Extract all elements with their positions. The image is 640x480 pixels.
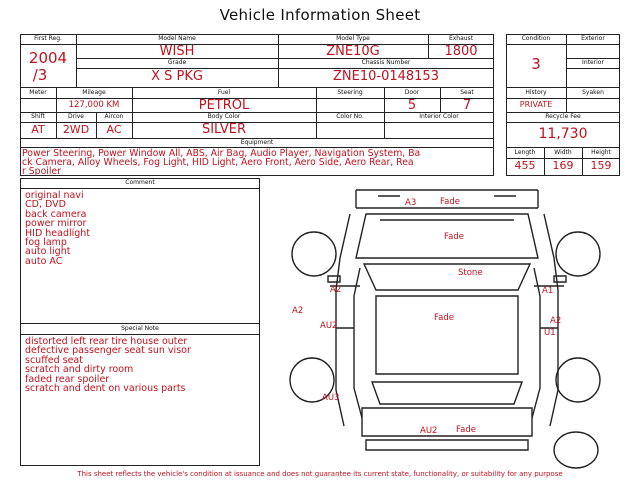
shift-label: Shift xyxy=(31,113,45,120)
interior-label: Interior xyxy=(582,59,604,66)
comment-line: original navi xyxy=(25,190,84,201)
recycle-fee: 11,730 xyxy=(538,126,588,142)
width-label: Width xyxy=(554,149,572,156)
equipment-label: Equipment xyxy=(240,139,274,146)
chassis-label: Chassis Number xyxy=(361,59,411,66)
special-note-line: defective passenger seat sun visor xyxy=(25,345,191,357)
length: 455 xyxy=(514,159,536,172)
grade: X S PKG xyxy=(151,69,203,84)
aircon-label: Aircon xyxy=(104,113,124,120)
drive-label: Drive xyxy=(68,113,84,120)
fuel-label: Fuel xyxy=(217,89,231,96)
width: 169 xyxy=(552,159,574,172)
special-note-line: scratch and dent on various parts xyxy=(25,383,186,395)
damage-label-a2-right: A2 xyxy=(550,316,562,326)
meter-label: Meter xyxy=(29,89,47,96)
equipment-line: Power Steering, Power Window All, ABS, Air Bag, Audio Player, Navigation System, Ba xyxy=(22,148,421,159)
door: 5 xyxy=(407,98,417,113)
body-color-label: Body Color xyxy=(207,113,241,120)
first-reg-month: /3 xyxy=(32,66,48,84)
color-no-label: Color No. xyxy=(336,113,364,120)
equipment-line: ck Camera, Alloy Wheels, Fog Light, HID Light, Aero Front, Aero Side, Aero Rear, Rea xyxy=(22,157,414,169)
fuel: PETROL xyxy=(198,98,250,113)
model-type-label: Model Type xyxy=(336,35,370,42)
aircon: AC xyxy=(106,123,122,136)
seat: 7 xyxy=(462,98,472,113)
spare-wheel-icon xyxy=(554,432,598,468)
seat-label: Seat xyxy=(460,89,474,96)
drive: 2WD xyxy=(62,123,90,136)
damage-label-a3: A3 xyxy=(405,198,417,208)
chassis-number: ZNE10-0148153 xyxy=(333,69,439,84)
damage-label-au2-left: AU2 xyxy=(320,321,338,331)
mileage-label: Mileage xyxy=(82,89,106,96)
exhaust: 1800 xyxy=(444,44,478,59)
grade-label: Grade xyxy=(167,59,187,66)
door-label: Door xyxy=(404,89,420,96)
comment-list xyxy=(25,191,90,266)
comment-line: HID headlight xyxy=(25,227,91,239)
condition-grade: 3 xyxy=(531,55,541,73)
height: 159 xyxy=(590,159,612,172)
model-type: ZNE10G xyxy=(326,44,380,59)
damage-label-au2-rear: AU2 xyxy=(420,426,438,436)
length-label: Length xyxy=(514,149,536,156)
shift: AT xyxy=(31,123,45,136)
damage-label-a2-left-side: A2 xyxy=(292,306,304,316)
equipment-text xyxy=(22,149,494,177)
wheel-front-right-icon xyxy=(556,232,600,276)
first-reg-label: First Reg. xyxy=(34,35,62,42)
model-name-label: Model Name xyxy=(158,35,196,42)
special-note-label: Special Note xyxy=(121,325,159,332)
comment-line: fog lamp xyxy=(25,237,67,249)
damage-label-u1: U1 xyxy=(544,328,556,338)
disclaimer-footer: This sheet reflects the vehicle's condition at issuance and does not guarantee its current state, functionality, or suitability for any purpose xyxy=(77,470,563,478)
condition-label: Condition xyxy=(521,35,551,42)
damage-label-fade-front: Fade xyxy=(440,197,460,207)
special-note-line: faded rear spoiler xyxy=(25,373,110,385)
history: PRIVATE xyxy=(519,100,553,109)
page-title: Vehicle Information Sheet xyxy=(219,6,421,24)
exterior-label: Exterior xyxy=(581,35,605,42)
history-label: History xyxy=(525,89,547,96)
body-color: SILVER xyxy=(201,122,247,137)
interior-color-label: Interior Color xyxy=(419,113,459,120)
damage-label-fade-hood: Fade xyxy=(444,232,464,242)
comment-line: power mirror xyxy=(25,218,87,230)
special-note-list xyxy=(25,337,191,393)
damage-label-stone: Stone xyxy=(458,268,483,278)
damage-label-fade-rear: Fade xyxy=(456,425,476,435)
special-note-line: scratch and dirty room xyxy=(25,364,134,376)
mileage: 127,000 KM xyxy=(68,100,120,110)
equipment-line: r Spoiler xyxy=(22,166,61,178)
wheel-front-left-icon xyxy=(292,232,336,276)
comment-line: CD, DVD xyxy=(25,199,66,211)
first-reg-year: 2004 xyxy=(28,49,68,67)
damage-label-a1: A1 xyxy=(542,286,554,296)
exhaust-label: Exhaust xyxy=(448,35,474,42)
special-note-line: scuffed seat xyxy=(25,354,83,366)
damage-label-fade-roof: Fade xyxy=(434,313,454,323)
height-label: Height xyxy=(591,149,611,156)
special-note-line: distorted left rear tire house outer xyxy=(25,336,188,347)
comment-line: auto light xyxy=(25,246,71,258)
comment-line: auto AC xyxy=(25,255,63,267)
steering-label: Steering xyxy=(337,89,363,96)
comment-line: back camera xyxy=(25,208,87,220)
damage-label-au3: AU3 xyxy=(322,393,340,403)
syaken-label: Syaken xyxy=(582,89,604,96)
model-name: WISH xyxy=(159,44,195,59)
recycle-fee-label: Recycle Fee xyxy=(545,113,581,120)
comment-label: Comment xyxy=(125,179,155,186)
wheel-rear-right-icon xyxy=(556,358,600,402)
damage-label-a2-front-left: A2 xyxy=(330,285,342,295)
